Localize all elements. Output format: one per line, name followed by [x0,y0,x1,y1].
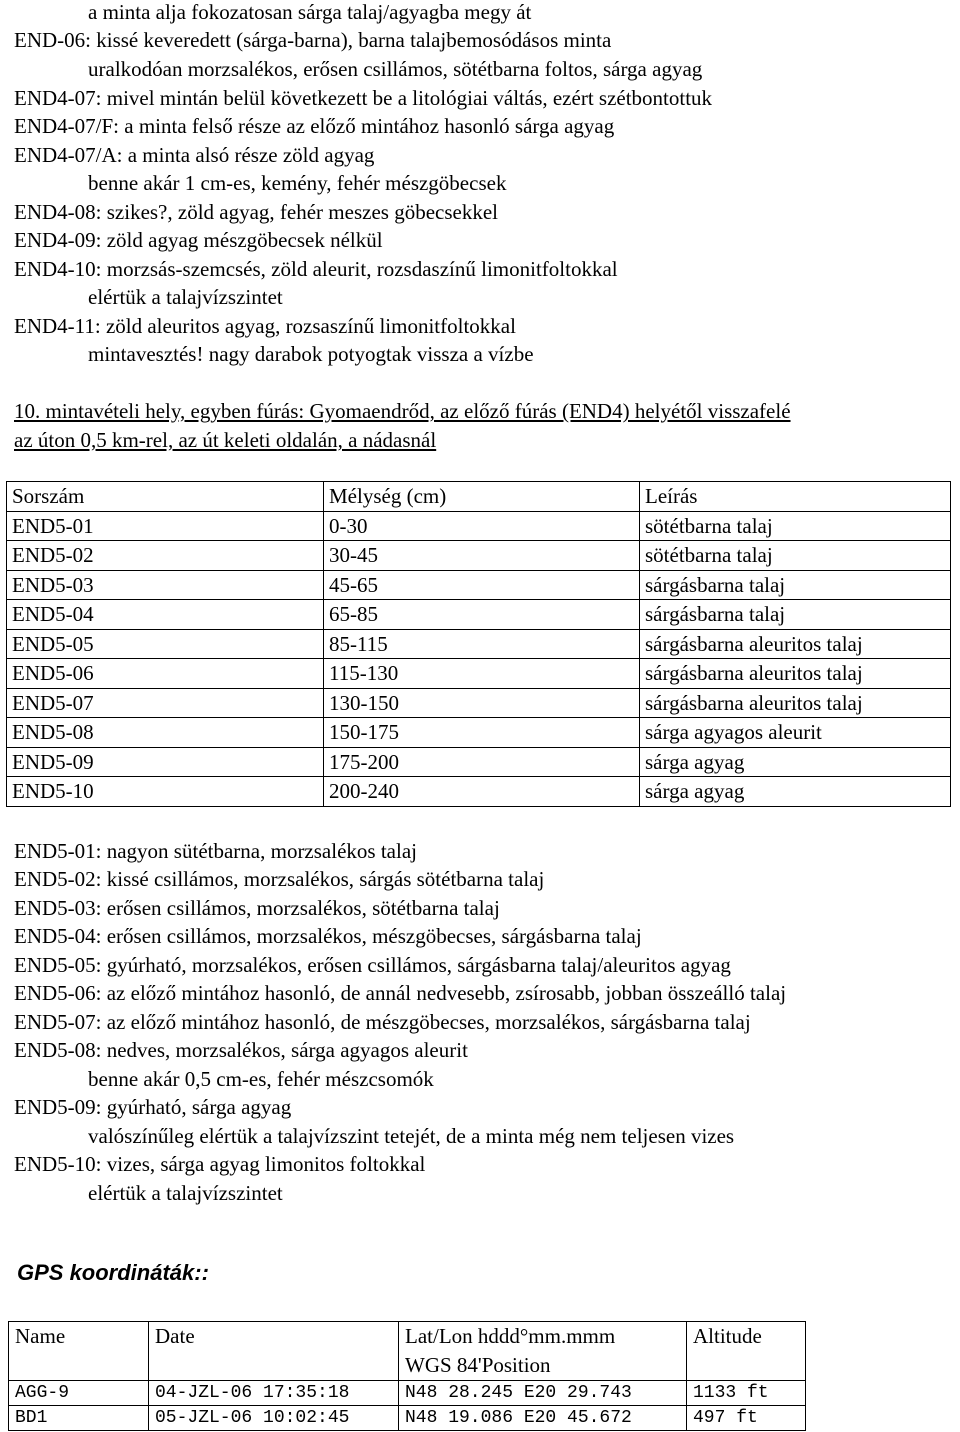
column-header-line: Lat/Lon hddd°mm.mmm [405,1324,616,1348]
description-cell: sárga agyag [640,777,951,807]
note-line: END4-07/A: a minta alsó része zöld agyag [14,143,375,167]
column-header: Mélység (cm) [324,482,640,512]
description-cell: sárgásbarna talaj [640,600,951,630]
sample-id-cell: END5-10 [7,777,324,807]
position-cell: N48 28.245 E20 29.743 [399,1381,687,1406]
depth-cell: 45-65 [324,570,640,600]
note-line: END5-02: kissé csillámos, morzsalékos, sárgás sötétbarna talaj [14,867,545,891]
sample-id-cell: END5-06 [7,659,324,689]
note-line: END5-10: vizes, sárga agyag limonitos foltokkal [14,1152,426,1176]
sample-id-cell: END5-08 [7,718,324,748]
table-row [7,777,951,807]
depth-cell: 0-30 [324,511,640,541]
note-line: END5-09: gyúrható, sárga agyag [14,1095,292,1119]
site-heading-line2: az úton 0,5 km-rel, az út keleti oldalán, a nádasnál [14,428,437,452]
description-cell: sárga agyagos aleurit [640,718,951,748]
date-cell: 05-JZL-06 10:02:45 [149,1406,399,1431]
note-line: END5-08: nedves, morzsalékos, sárga agyagos aleurit [14,1038,468,1062]
sample-id-cell: END5-02 [7,541,324,571]
note-line: mintavesztés! nagy darabok potyogtak vissza a vízbe [88,342,534,366]
table-row [7,747,951,777]
description-cell: sárgásbarna aleuritos talaj [640,659,951,689]
table-row [9,1381,806,1406]
column-header: Leírás [640,482,951,512]
note-line: a minta alja fokozatosan sárga talaj/agyagba megy át [88,0,532,24]
note-line: END5-01: nagyon sütétbarna, morzsalékos talaj [14,839,417,863]
column-header: Sorszám [7,482,324,512]
note-line: END4-10: morzsás-szemcsés, zöld aleurit, rozsdaszínű limonitfoltokkal [14,257,618,281]
table-row [9,1406,806,1431]
altitude-cell: 497 ft [687,1406,806,1431]
note-line: END5-06: az előző mintához hasonló, de annál nedvesebb, zsírosabb, jobban összeálló talaj [14,981,787,1005]
note-line: END5-05: gyúrható, morzsalékos, erősen csillámos, sárgásbarna talaj/aleuritos agyag [14,953,731,977]
depth-cell: 175-200 [324,747,640,777]
column-header: Date [149,1322,399,1381]
sample-id-cell: END5-07 [7,688,324,718]
table-row [7,570,951,600]
table-row [7,659,951,689]
table-header-row [9,1322,806,1381]
sample-id-cell: END5-03 [7,570,324,600]
table-row [7,541,951,571]
sample-id-cell: END5-01 [7,511,324,541]
table-row [7,600,951,630]
sample-table [6,481,951,807]
gps-section-title: GPS koordináták:: [17,1260,209,1285]
note-line: benne akár 1 cm-es, kemény, fehér mészgöbecsek [88,171,507,195]
sample-id-cell: END5-04 [7,600,324,630]
column-header [399,1322,687,1381]
note-line: uralkodóan morzsalékos, erősen csillámos, sötétbarna foltos, sárga agyag [88,57,703,81]
note-line: valószínűleg elértük a talajvízszint tetejét, de a minta még nem teljesen vizes [88,1124,735,1148]
table-row [7,511,951,541]
note-line: benne akár 0,5 cm-es, fehér mészcsomók [88,1067,434,1091]
table-row [7,718,951,748]
description-cell: sötétbarna talaj [640,511,951,541]
sample-id-cell: END5-09 [7,747,324,777]
waypoint-name-cell: BD1 [9,1406,149,1431]
note-line: END4-07: mivel mintán belül következett be a litológiai váltás, ezért szétbontottuk [14,86,713,110]
table-row [7,688,951,718]
note-line: END-06: kissé keveredett (sárga-barna), barna talajbemosódásos minta [14,28,612,52]
column-header-subline: WGS 84'Position [405,1353,551,1377]
column-header: Altitude [687,1322,806,1381]
description-cell: sárgásbarna aleuritos talaj [640,688,951,718]
note-line: END4-08: szikes?, zöld agyag, fehér meszes göbecsekkel [14,200,498,224]
depth-cell: 130-150 [324,688,640,718]
altitude-cell: 1133 ft [687,1381,806,1406]
waypoint-name-cell: AGG-9 [9,1381,149,1406]
description-cell: sárga agyag [640,747,951,777]
depth-cell: 65-85 [324,600,640,630]
description-cell: sárgásbarna talaj [640,570,951,600]
note-line: END5-04: erősen csillámos, morzsalékos, mészgöbecses, sárgásbarna talaj [14,924,642,948]
note-line: END4-11: zöld aleuritos agyag, rozsaszínű limonitfoltokkal [14,314,516,338]
note-line: elértük a talajvízszintet [88,285,283,309]
note-line: END4-09: zöld agyag mészgöbecsek nélkül [14,228,383,252]
note-line: END5-03: erősen csillámos, morzsalékos, sötétbarna talaj [14,896,500,920]
gps-table [8,1321,806,1431]
date-cell: 04-JZL-06 17:35:18 [149,1381,399,1406]
depth-cell: 85-115 [324,629,640,659]
position-cell: N48 19.086 E20 45.672 [399,1406,687,1431]
depth-cell: 115-130 [324,659,640,689]
note-line: END4-07/F: a minta felső része az előző mintához hasonló sárga agyag [14,114,615,138]
note-line: END5-07: az előző mintához hasonló, de mészgöbecses, morzsalékos, sárgásbarna talaj [14,1010,751,1034]
table-row [7,629,951,659]
note-line: elértük a talajvízszintet [88,1181,283,1205]
column-header: Name [9,1322,149,1381]
description-cell: sötétbarna talaj [640,541,951,571]
description-cell: sárgásbarna aleuritos talaj [640,629,951,659]
table-header-row [7,482,951,512]
sample-id-cell: END5-05 [7,629,324,659]
depth-cell: 150-175 [324,718,640,748]
depth-cell: 200-240 [324,777,640,807]
depth-cell: 30-45 [324,541,640,571]
site-heading-line1: 10. mintavételi hely, egyben fúrás: Gyomaendrőd, az előző fúrás (END4) helyétől visszafelé [14,399,791,423]
